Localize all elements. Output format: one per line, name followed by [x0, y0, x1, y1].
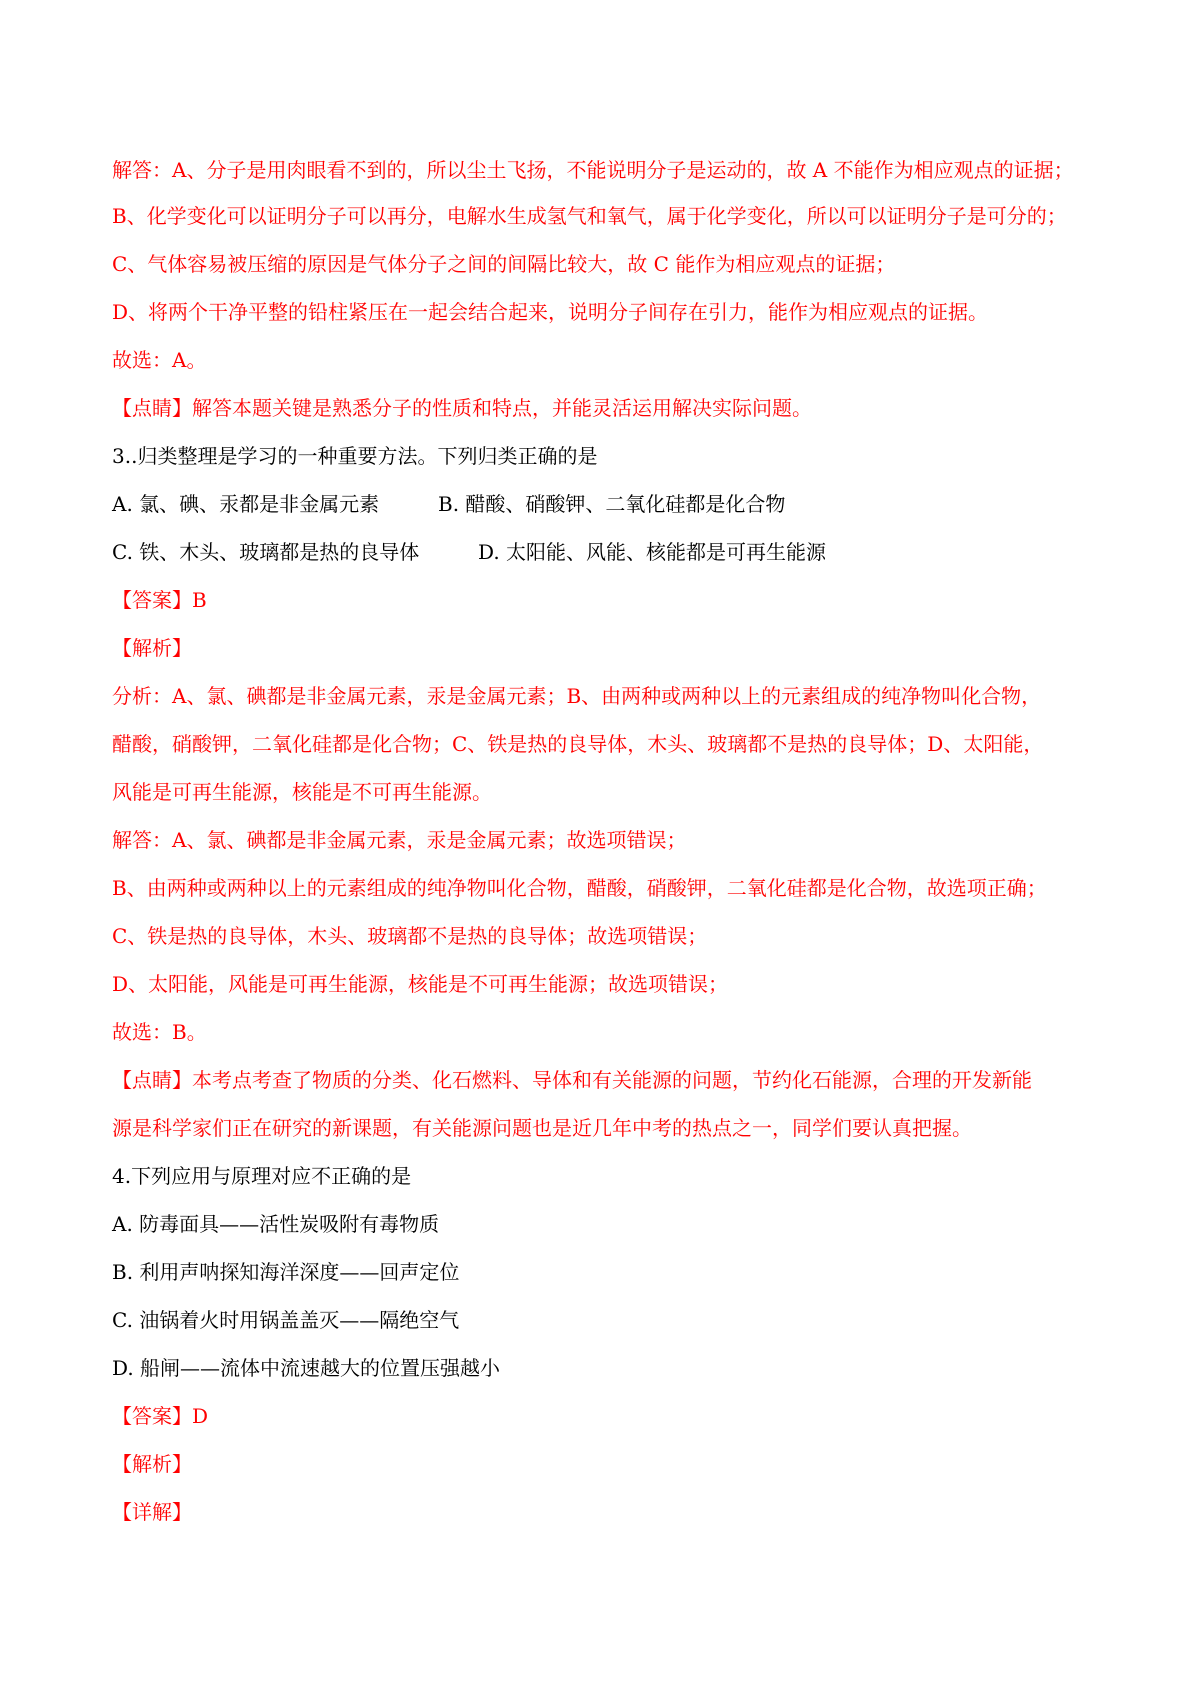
q3-key-point-line-2: 源是科学家们正在研究的新课题，有关能源问题也是近几年中考的热点之一，同学们要认真把握。 [112, 1116, 972, 1140]
q2-answer-line-4: D、将两个干净平整的铅柱紧压在一起会结合起来，说明分子间存在引力，能作为相应观点的证据。 [112, 300, 989, 324]
q4-analysis-heading: 【解析】 [112, 1452, 192, 1476]
q3-analysis-line-3: 风能是可再生能源，核能是不可再生能源。 [112, 780, 492, 804]
q3-options-row-1 [112, 490, 872, 518]
q4-option-d: D. 船闸——流体中流速越大的位置压强越小 [112, 1356, 501, 1380]
q4-detail-heading: 【详解】 [112, 1500, 192, 1524]
q2-final-choice: 故选：A。 [112, 348, 207, 372]
q3-stem: 3..归类整理是学习的一种重要方法。下列归类正确的是 [112, 444, 598, 468]
q3-solution-line-4: D、太阳能，风能是可再生能源，核能是不可再生能源；故选项错误； [112, 972, 729, 996]
q3-analysis-heading: 【解析】 [112, 636, 192, 660]
q2-answer-line-3: C、气体容易被压缩的原因是气体分子之间的间隔比较大，故 C 能作为相应观点的证据； [112, 252, 896, 276]
q3-solution-line-1: 解答：A、氯、碘都是非金属元素，汞是金属元素；故选项错误； [112, 828, 687, 852]
q3-solution-line-3: C、铁是热的良导体，木头、玻璃都不是热的良导体；故选项错误； [112, 924, 708, 948]
q3-answer: 【答案】B [112, 588, 207, 612]
q3-solution-line-2: B、由两种或两种以上的元素组成的纯净物叫化合物，醋酸，硝酸钾，二氧化硅都是化合物，故选项正确； [112, 876, 1047, 900]
q3-option-a: A. 氯、碘、汞都是非金属元素 [112, 492, 380, 516]
q2-key-point: 【点睛】解答本题关键是熟悉分子的性质和特点，并能灵活运用解决实际问题。 [112, 396, 812, 420]
q3-final-choice: 故选：B。 [112, 1020, 207, 1044]
q2-answer-line-1: 解答：A、分子是用肉眼看不到的，所以尘土飞扬，不能说明分子是运动的，故 A 不能作为相应观点的证据； [112, 158, 1074, 182]
q4-stem: 4.下列应用与原理对应不正确的是 [112, 1164, 412, 1188]
q4-answer: 【答案】D [112, 1404, 209, 1428]
q4-option-b: B. 利用声呐探知海洋深度——回声定位 [112, 1260, 460, 1284]
q3-key-point-line-1: 【点睛】本考点考查了物质的分类、化石燃料、导体和有关能源的问题，节约化石能源，合理的开发新能 [112, 1068, 1032, 1092]
q3-analysis-line-2: 醋酸，硝酸钾，二氧化硅都是化合物；C、铁是热的良导体，木头、玻璃都不是热的良导体；D、太阳能， [112, 732, 1044, 756]
q4-option-c: C. 油锅着火时用锅盖盖灭——隔绝空气 [112, 1308, 460, 1332]
q3-option-b: B. 醋酸、硝酸钾、二氧化硅都是化合物 [438, 492, 786, 516]
q2-answer-line-2: B、化学变化可以证明分子可以再分，电解水生成氢气和氧气，属于化学变化，所以可以证明分子是可分的； [112, 204, 1067, 228]
q4-option-a: A. 防毒面具——活性炭吸附有毒物质 [112, 1212, 440, 1236]
q3-option-c: C. 铁、木头、玻璃都是热的良导体 [112, 540, 420, 564]
q3-option-d: D. 太阳能、风能、核能都是可再生能源 [478, 540, 827, 564]
q3-analysis-line-1: 分析：A、氯、碘都是非金属元素，汞是金属元素；B、由两种或两种以上的元素组成的纯净物叫化合物， [112, 684, 1042, 708]
q3-options-row-2 [112, 538, 872, 566]
